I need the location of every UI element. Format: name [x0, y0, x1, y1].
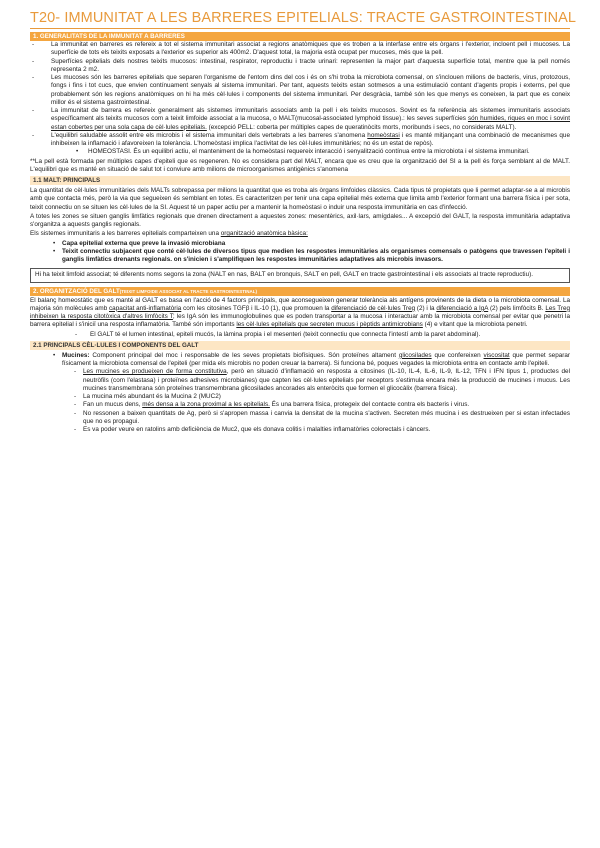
section-1-1-list — [30, 240, 570, 265]
note-box: Hi ha teixit limfoid associat; té diferents noms segons la zona (NALT en nas, BALT en bronquis, SALT en pell, GALT en tracte gastrointestinal i els associats al tracte reproductiu). — [30, 268, 570, 282]
list-item: - No ressonen a baixen quantitats de Ag, però si s'apropen massa i canvia la densitat de la mucina s'activen. Secreten més mucina i es destrueixen per si estan infectades que no es propagui. — [30, 410, 570, 427]
section-2-heading — [30, 287, 570, 296]
underlined-text: viscositat — [483, 351, 510, 359]
text-run: (2) i la — [415, 304, 437, 312]
text-run: L'equilibri saludable assolit entre els microbis i el sistema immunitari dels vertebrats a les barreres s'anomena — [51, 131, 368, 139]
paragraph: **La pell està formada per múltiples capes d'epiteli que es regeneren. No es considera part del MALT, encara que es creu que la organització del SI a la pell és força semblant al de MALT. L'equilibri que es manté en situació de salut tot i conviure amb milions de microorganismes antigènics s'anomena — [30, 157, 570, 173]
text-run: (2) pels limfòcits B. — [488, 304, 546, 312]
list-item: - La mucina més abundant és la Mucina 2 (MUC2) — [30, 393, 570, 401]
list-item: - Es va poder veure en ratolins amb deficiència de Muc2, que els donava colitis i malalties inflamatòries colorectals i càncers. — [30, 426, 570, 434]
list-item — [30, 248, 570, 265]
list-item: • HOMEOSTASI. És un equilibri actiu, el manteniment de la homeòstasi requereix interacció i senyalització contínua entre la microbiota i el sistema immunitari. — [30, 148, 570, 156]
underlined-text: més densa a la zona proximal a les epitelials. — [142, 401, 270, 409]
text-run: que permet separar físicament la microbiota comensal de l'epiteli (per mida els microbis no poden creuar la barrera). Si funciona bé, poques vegades la microbiota entra en contacte amb l'epiteli. — [62, 351, 571, 367]
section-2-list — [30, 331, 570, 339]
text-run: (4) e vitant que la microbiota penetri. — [422, 321, 528, 329]
text-run: Component principal del moc i responsable de les seves propietats biofísiques. Són proteïnes altament — [89, 351, 399, 359]
text-run: i es manté mitjançant una combinació de mecanismes que inhibeixen la inflamació i afavoreixen la tolerància. L'homeòstasi implica l'activitat de les cèl·lules immunitàries; no és un estat de repòs). — [51, 131, 570, 147]
list-item — [30, 401, 570, 409]
bold-text: Capa epitelial externa que preve la invasió microbiana — [62, 239, 226, 247]
list-item — [30, 240, 570, 248]
text-run: Els sistemes immunitaris a les barreres epitelials comparteixen una — [30, 230, 221, 238]
underlined-text: organització anatòmica bàsica: — [220, 230, 308, 238]
underlined-text: les cèl·lules epitelials que secreten mucus i pèptids antimicrobians — [236, 321, 423, 329]
list-item — [30, 107, 570, 132]
section-1-heading: 1. GENERALITATS DE LA IMMUNITAT A BARRERES — [30, 32, 570, 41]
text-run: Fan un mucus dens, — [83, 401, 143, 409]
heading-text: 2. ORGANITZACIÓ DEL GALT — [33, 287, 120, 295]
list-item: - Les mucoses són les barreres epitelials que separen l'organisme de l'entorn dins del cos i és on s'hi troba la microbiota comensal, on s'inclouen milions de bacteris, virus, protozous, fongs i fins i tot cucs, que envien contínuament senyals al sistema immunitari. Per tant, aquests teixits estan sotmesos a una estimulació contant d'agents propis i externs, pel que probablement són les regions anatòmiques on hi ha més cèl·lules i components del sistema immunitari. Per desgràcia, també són les que menys es coneixen, la part que es coneix millor és el sistema gastrointestinal. — [30, 74, 570, 107]
text-run: ; les IgA són les immunoglobulines que es poden transportar a la mucosa i interactuar amb la microbiota comensal per evitar que penetri la barrera epitelial i s'iniciï una resposta inflamatòria. També són importants — [30, 313, 570, 329]
underlined-text: homeòstasi — [367, 131, 400, 139]
paragraph: La quantitat de cèl·lules immunitàries dels MALTs sobrepassa per milions la quantitat que es troba als òrgans limfoides clàssics. Cada tipus té propietats que li permet adaptar-se a al microbis amb que contacta més, però la via que segueixen és semblant en totes. Es caracteritzen per tenir una capa epitelial més externa que limita amb l'exterior formant una barrera física i per sota, teixit connectiu on se situen les cèl·lules de la SI. Aquest té un paper actiu per a mantenir la homeòstasi o induir una resposta immunitària en cas d'infecció. — [30, 187, 570, 211]
paragraph: A totes les zones se situen ganglis limfàtics regionals que drenen directament a aquestes zones: mesentèrics, axil·lars, amígdales... A excepció del GALT, la resposta immunitària adaptativa s'organitza a aquests ganglis regionals. — [30, 212, 570, 228]
list-item: - La immunitat en barreres es refereix a tot el sistema immunitari associat a regions anatòmiques que es troben a la interfase entre els òrgans i l'exterior, incloent pell i mucoses. La superfície de tots els teixits exposats a l'exterior es superior als 400m2. D'aquest total, la majoria està ocupat per mucoses, més que la pell. — [30, 41, 570, 58]
section-1-1-heading: 1.1 MALT: PRINCIPALS — [30, 176, 570, 185]
list-item — [30, 368, 570, 393]
underlined-text: capacitat anti-inflamatòria — [109, 304, 182, 312]
bold-text: Teixit connectiu subjacent que conté cèl·lules de diversos tipus que medien les respostes immunitàries als organismes comensals o patògens que travessen l'epiteli i ganglis limfàtics drenants regionals. on s'inicien i s'amplifiquen les respostes immunitàries adaptatives als microbis invasors. — [62, 247, 570, 263]
page-title: T20- IMMUNITAT A LES BARRERES EPITELIALS: TRACTE GASTROINTESTINAL — [30, 10, 577, 26]
paragraph — [30, 297, 570, 330]
bold-text: Mucines: — [62, 351, 90, 359]
text-run: El balanç homeostàtic que es manté al GALT es basa en l'acció de 4 factors principals, que aconsegueixen generar tolerància als antígens provinents de la dieta o la microbiota comensal. La majoria són molècules amb — [30, 296, 570, 312]
section-2-1-list — [30, 352, 570, 435]
text-run: , però en situació d'inflamació en resposta a citosines (IL-10, IL-4, IL-6, IL-9, IL-12, TFN i IFN tipus 1, productes del neutròfils (com l'elastasa) i proteïnes adhesives microbianes) que capten les cèl·lules epitelials per receptors s'estimula encara més la producció de mucines i mucus. Les mucines transmembrana són proteïnes transmembrana glicosilades ancorades als enteròcits que formen el glicocàlix (barrera física). — [83, 368, 570, 392]
heading-subtitle: (TEIXIT LIMFOIDE ASSOCIAT AL TRACTE GASTROINTESTINAL) — [119, 288, 257, 294]
list-item — [30, 132, 570, 149]
underlined-text: glicosilades — [398, 351, 432, 359]
underlined-text: Les Treg inhibeixen la resposta citotòxica d'altres limfòcits T — [30, 304, 571, 320]
text-run: (excepció PELL: coberta per múltiples capes de queratinòcits morts, moribunds i secs, no considerats MALT). — [206, 123, 517, 131]
section-1-list — [30, 41, 570, 157]
underlined-text: diferenciació a IgA — [436, 304, 489, 312]
text-run: La immunitat de barrera es refereix generalment als sistemes immunitaris associats amb la pell i els teixits mucosos. Sovint es fa referència als sistemes immunitaris associats específicament als teixits mucosos com a teixit limfoide associat a la mucosa, o MALT(mucosal-associated lymphoid tissue).: les seves superfícies — [51, 107, 570, 123]
underlined-text: són humides, riques en moc i sovint estan cobertes per una sola capa de cèl·lules epitelials. — [51, 115, 571, 131]
underlined-text: Les mucines es produeixen de forma constitutiva — [83, 368, 227, 376]
text-run: com les citosines TGFβ i IL-10 (1), que promouen la — [181, 304, 332, 312]
underlined-text: diferenciació de cèl·lules Treg — [331, 304, 416, 312]
title-underline — [30, 28, 570, 29]
text-run: És una barrera física, protegeix del contacte contra els bacteris i virus. — [269, 401, 470, 409]
list-item — [30, 352, 570, 369]
list-item: - El GALT té el lumen intestinal, epiteli mucós, la làmina propia i el mesenteri (teixit connectiu que connecta l'intestí amb la paret abdominal). — [30, 331, 570, 339]
section-2-1-heading: 2.1 PRINCIPALS CÈL·LULES I COMPONENTS DEL GALT — [30, 341, 570, 350]
paragraph — [30, 230, 570, 238]
text-run: que confereixen — [431, 351, 484, 359]
list-item: - Superfícies epitelials dels nostres teixits mucosos: intestinal, respirator, reproductiu i tracte urinari: representen la major part d'aquesta superfície total, mentre que la pell només representa 2 m2. — [30, 58, 570, 75]
